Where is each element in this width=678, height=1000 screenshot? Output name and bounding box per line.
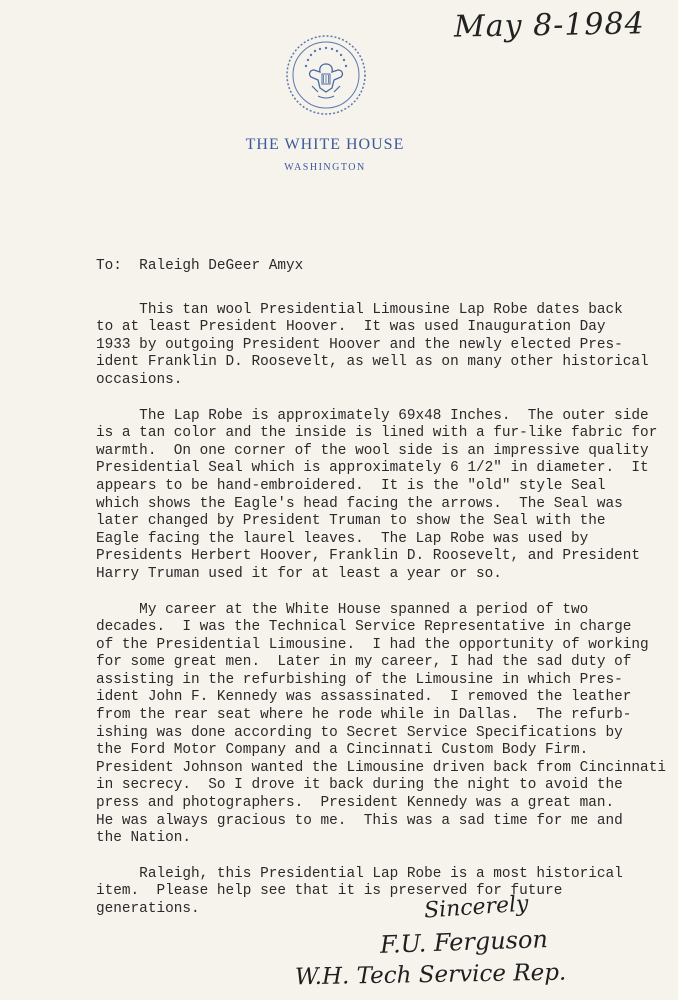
paragraph-career xyxy=(96,601,666,848)
text-line: Raleigh, this Presidential Lap Robe is a most historical xyxy=(96,865,623,882)
signature-title: W.H. Tech Service Rep. xyxy=(294,959,567,991)
text-line: in secrecy. So I drove it back during the night to avoid the xyxy=(96,777,623,794)
text-line: The Lap Robe is approximately 69x48 Inches. The outer side xyxy=(96,407,649,424)
handwritten-date: May 8-1984 xyxy=(453,6,645,45)
signature-closing: Sincerely xyxy=(423,891,530,924)
text-line: appears to be hand-embroidered. It is the "old" style Seal xyxy=(96,477,606,494)
text-line: for some great men. Later in my career, I had the sad duty of xyxy=(96,654,632,671)
text-line: assisting in the refurbishing of the Limousine in which Pres- xyxy=(96,671,623,688)
presidential-seal-icon xyxy=(285,34,367,116)
text-line: ident John F. Kennedy was assassinated. I removed the leather xyxy=(96,689,632,706)
text-line: item. Please help see that it is preserved for future xyxy=(96,883,563,900)
salutation: To: Raleigh DeGeer Amyx xyxy=(96,258,304,274)
text-line: to at least President Hoover. It was used Inauguration Day xyxy=(96,319,606,336)
text-line: ident Franklin D. Roosevelt, as well as on many other historical xyxy=(96,354,649,371)
text-line: is a tan color and the inside is lined with a fur-like fabric for xyxy=(96,425,658,442)
text-line: occasions. xyxy=(96,371,183,388)
text-line: which shows the Eagle's head facing the arrows. The Seal was xyxy=(96,495,623,512)
text-line: the Nation. xyxy=(96,830,191,847)
text-line: He was always gracious to me. This was a sad time for me and xyxy=(96,812,623,829)
text-line: President Johnson wanted the Limousine driven back from Cincinnati xyxy=(96,759,666,776)
signature-name: F.U. Ferguson xyxy=(379,925,549,959)
text-line: decades. I was the Technical Service Representative in charge xyxy=(96,619,632,636)
text-line: Harry Truman used it for at least a year or so. xyxy=(96,565,502,582)
text-line: Presidential Seal which is approximately 6 1/2" in diameter. It xyxy=(96,460,649,477)
text-line: later changed by President Truman to show the Seal with the xyxy=(96,513,606,530)
text-line: the Ford Motor Company and a Cincinnati Custom Body Firm. xyxy=(96,742,589,759)
letterhead-title: THE WHITE HOUSE xyxy=(245,136,405,153)
text-line: press and photographers. President Kennedy was a great man. xyxy=(96,795,615,812)
letterhead-subtitle: WASHINGTON xyxy=(284,162,366,173)
text-line: ishing was done according to Secret Service Specifications by xyxy=(96,724,623,741)
text-line: of the Presidential Limousine. I had the opportunity of working xyxy=(96,636,649,653)
text-line: warmth. On one corner of the wool side is an impressive quality xyxy=(96,442,649,459)
paragraph-closing-request xyxy=(96,866,656,919)
text-line: generations. xyxy=(96,901,200,917)
paragraph-lap-robe-history xyxy=(96,302,656,390)
text-line: from the rear seat where he rode while in Dallas. The refurb- xyxy=(96,707,632,724)
text-line: Eagle facing the laurel leaves. The Lap Robe was used by xyxy=(96,530,589,547)
text-line: Presidents Herbert Hoover, Franklin D. Roosevelt, and President xyxy=(96,548,641,565)
text-line: My career at the White House spanned a period of two xyxy=(96,601,589,618)
text-line: This tan wool Presidential Limousine Lap Robe dates back xyxy=(96,301,623,318)
text-line: 1933 by outgoing President Hoover and the newly elected Pres- xyxy=(96,336,623,353)
letter-body xyxy=(96,258,666,919)
paragraph-lap-robe-description xyxy=(96,408,656,584)
